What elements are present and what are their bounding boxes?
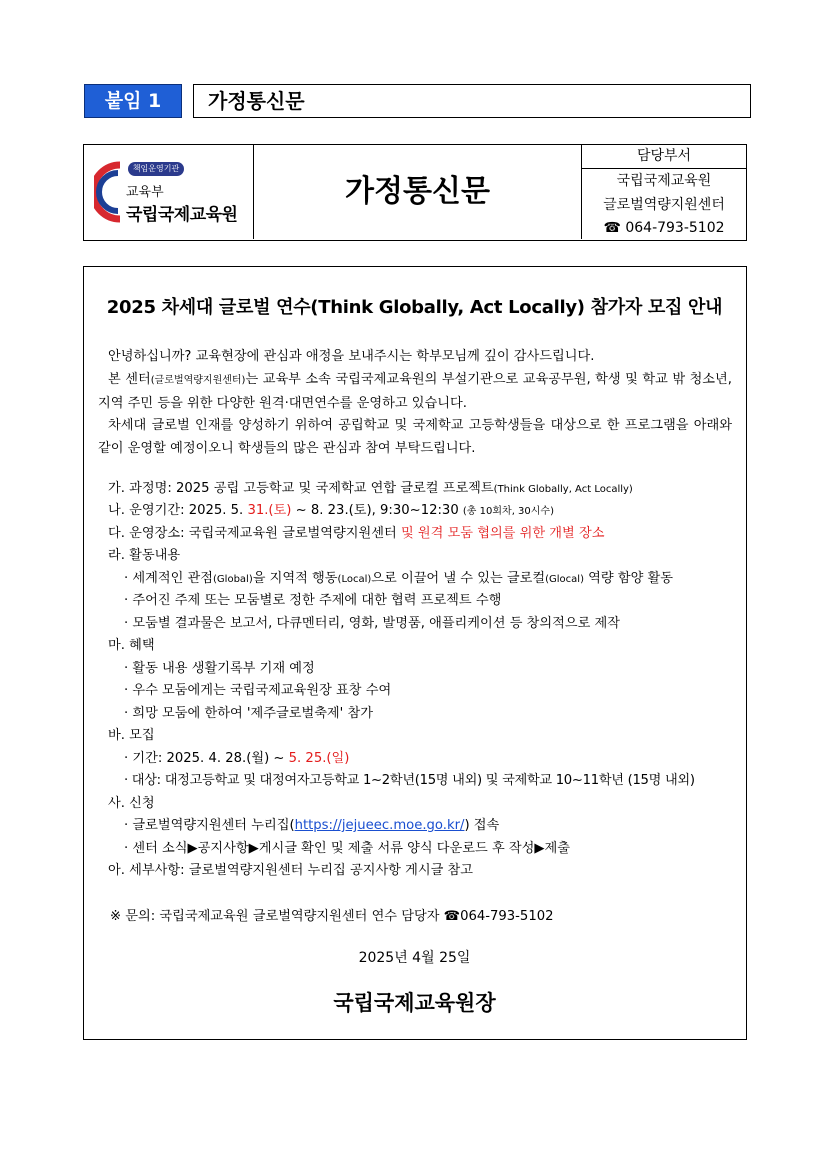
activity-2: · 주어진 주제 또는 모둠별로 정한 주제에 대한 협력 프로젝트 수행 <box>124 593 502 608</box>
attachment-title: 가정통신문 <box>193 84 751 118</box>
course-name-small: (Think Globally, Act Locally) <box>493 484 633 495</box>
period-text-a: 나. 운영기간: 2025. 5. <box>108 503 248 518</box>
activity-1 <box>124 568 754 592</box>
item-recruit-heading: 바. 모집 <box>108 728 155 743</box>
ministry-emblem-icon <box>94 159 126 225</box>
contact-info: ※ 문의: 국립국제교육원 글로벌역량지원센터 연수 담당자 ☎064-793-5102 <box>110 909 554 924</box>
benefit-3: · 희망 모둠에 한하여 '제주글로벌축제' 참가 <box>124 706 373 721</box>
recruit-target: · 대상: 대정고등학교 및 대정여자고등학교 1~2학년(15명 내외) 및 국제학교 10~11학년 (15명 내외) <box>124 773 695 788</box>
period-text-b: ~ 8. 23.(토), 9:30~12:30 <box>291 503 463 518</box>
recruit-deadline-red: 5. 25.(일) <box>288 751 350 766</box>
activity-1-s1: (Global) <box>213 574 253 585</box>
notice-box <box>83 266 747 1040</box>
para2-text-b: 는 교육부 소속 국립국제교육원의 부설기관으로 교육공무원, 학생 및 학교 밖 청소년, 지역 주민 등을 위한 다양한 원격·대면연수를 운영하고 있습니다. <box>98 372 732 411</box>
activity-1-c: 으로 이끌어 낼 수 있는 글로컬 <box>371 571 546 586</box>
period-small: (총 10회차, 30시수) <box>462 506 554 517</box>
logo-badge: 책임운영기관 <box>128 162 184 176</box>
header-title: 가정통신문 <box>254 145 582 239</box>
apply-step-1-b: ) 접속 <box>464 818 500 833</box>
para2-small: (글로벌역량지원센터) <box>150 375 246 386</box>
activity-3: · 모둠별 결과물은 보고서, 다큐멘터리, 영화, 발명품, 애플리케이션 등 창의적으로 제작 <box>124 616 621 631</box>
logo-institute-text: 국립국제교육원 <box>126 205 238 225</box>
issue-date: 2025년 4월 25일 <box>358 950 471 966</box>
recruit-period-text: · 기간: 2025. 4. 28.(월) ~ <box>124 751 289 766</box>
department-center: 글로벌역량지원센터 <box>603 197 725 213</box>
header-table <box>83 144 747 241</box>
center-website-link[interactable]: https://jejueec.moe.go.kr/ <box>294 818 465 833</box>
apply-step-2: · 센터 소식▶공지사항▶게시글 확인 및 제출 서류 양식 다운로드 후 작성▶제출 <box>124 841 570 856</box>
signature: 국립국제교육원장 <box>333 991 496 1015</box>
logo-ministry-text: 교육부 <box>126 185 164 200</box>
attachment-badge: 붙임 1 <box>84 84 182 118</box>
benefit-1: · 활동 내용 생활기록부 기재 예정 <box>124 661 315 676</box>
course-name-text: 가. 과정명: 2025 공립 고등학교 및 국제학교 연합 글로컬 프로젝트 <box>108 481 494 496</box>
item-location <box>108 523 738 546</box>
activity-1-d: 역량 함양 활동 <box>583 571 673 586</box>
item-benefits-heading: 마. 혜택 <box>108 638 155 653</box>
activity-1-b: 을 지역적 행동 <box>252 571 338 586</box>
benefit-2: · 우수 모둠에게는 국립국제교육원장 표창 수여 <box>124 683 392 698</box>
item-period <box>108 500 738 524</box>
activity-1-s2: (Local) <box>337 574 372 585</box>
item-course-name <box>108 478 738 502</box>
intro-paragraph-3: 차세대 글로벌 인재를 양성하기 위하여 공립학교 및 국제학교 고등학생들을 대상으로 한 프로그램을 아래와 같이 운영할 예정이오니 학생들의 많은 관심과 참여 부탁드립니다. <box>98 418 732 456</box>
para2-text-a: 본 센터 <box>108 372 151 387</box>
intro-paragraph-2 <box>98 368 732 415</box>
item-activities-heading: 라. 활동내용 <box>108 548 181 563</box>
location-text: 다. 운영장소: 국립국제교육원 글로벌역량지원센터 <box>108 526 401 541</box>
apply-step-1-a: · 글로벌역량지원센터 누리집( <box>124 818 295 833</box>
department-phone: ☎ 064-793-5102 <box>603 220 725 236</box>
department-label: 담당부서 <box>582 145 746 169</box>
logo-cell <box>84 145 254 239</box>
activity-1-a: · 세계적인 관점 <box>124 571 214 586</box>
recruit-period <box>124 748 754 771</box>
activity-1-s3: (Glocal) <box>545 574 584 585</box>
notice-title: 2025 차세대 글로벌 연수(Think Globally, Act Locally) 참가자 모집 안내 <box>106 297 723 318</box>
item-apply-heading: 사. 신청 <box>108 796 155 811</box>
location-red: 및 원격 모둠 협의를 위한 개별 장소 <box>400 526 605 541</box>
department-cell <box>582 145 746 239</box>
department-org: 국립국제교육원 <box>616 173 712 189</box>
intro-paragraph-1: 안녕하십니까? 교육현장에 관심과 애정을 보내주시는 학부모님께 깊이 감사드립니다. <box>108 349 595 364</box>
period-start-red: 31.(토) <box>247 503 292 518</box>
item-details: 아. 세부사항: 글로벌역량지원센터 누리집 공지사항 게시글 참고 <box>108 863 474 878</box>
apply-step-1 <box>124 815 754 838</box>
